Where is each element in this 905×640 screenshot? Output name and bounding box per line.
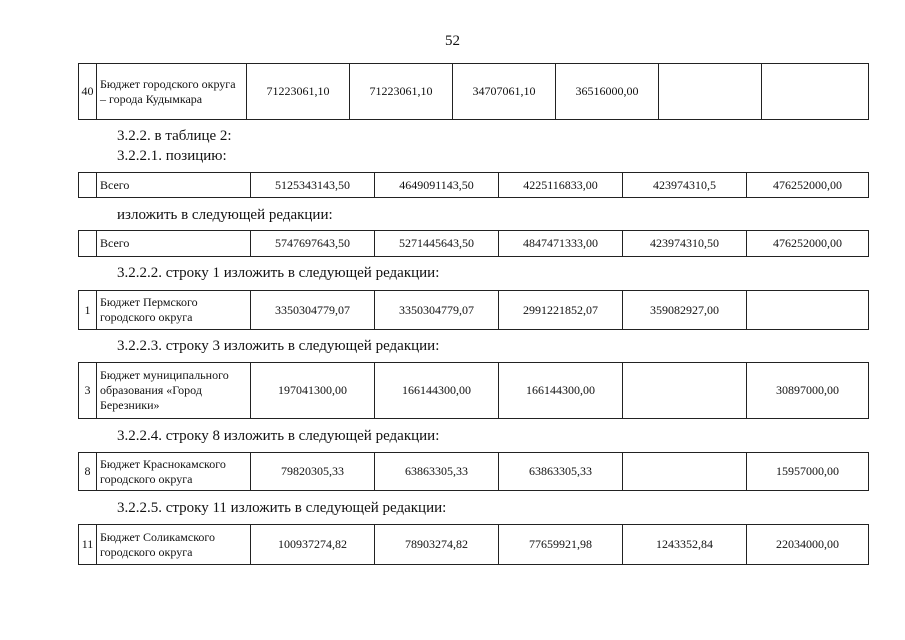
- row-name: Бюджет городского округа – города Кудымкара: [97, 64, 247, 120]
- row-value-2: 78903274,82: [375, 525, 499, 565]
- table-row: [79, 64, 869, 120]
- row-value-5: [747, 291, 869, 330]
- row-value-1: 3350304779,07: [251, 291, 375, 330]
- row-value-3: 77659921,98: [499, 525, 623, 565]
- row-value-3: 166144300,00: [499, 363, 623, 419]
- row-index: 3: [79, 363, 97, 419]
- table-row: [79, 231, 869, 257]
- row-name: Всего: [97, 231, 251, 257]
- row-value-4: [623, 453, 747, 491]
- table-row-8: [78, 452, 869, 491]
- table-row: [79, 173, 869, 198]
- row-value-6: [762, 64, 869, 120]
- row-value-4: 423974310,5: [623, 173, 747, 198]
- row-value-4: 1243352,84: [623, 525, 747, 565]
- paragraph-3-2-2-1: 3.2.2.1. позицию:: [117, 148, 227, 164]
- row-name: Всего: [97, 173, 251, 198]
- row-value-3: 63863305,33: [499, 453, 623, 491]
- row-value-1: 5747697643,50: [251, 231, 375, 257]
- row-value-5: 15957000,00: [747, 453, 869, 491]
- table-row-11: [78, 524, 869, 565]
- row-value-2: 4649091143,50: [375, 173, 499, 198]
- paragraph-new-edition: изложить в следующей редакции:: [117, 207, 333, 223]
- row-value-3: 2991221852,07: [499, 291, 623, 330]
- row-value-1: 5125343143,50: [251, 173, 375, 198]
- table-row-1: [78, 290, 869, 330]
- table-total-old: [78, 172, 869, 198]
- row-value-4: 359082927,00: [623, 291, 747, 330]
- row-value-4: 36516000,00: [556, 64, 659, 120]
- row-value-2: 166144300,00: [375, 363, 499, 419]
- row-value-1: 197041300,00: [251, 363, 375, 419]
- row-name: Бюджет Краснокамского городского округа: [97, 453, 251, 491]
- row-value-5: 476252000,00: [747, 231, 869, 257]
- paragraph-3-2-2-2: 3.2.2.2. строку 1 изложить в следующей редакции:: [117, 265, 440, 281]
- row-index: 1: [79, 291, 97, 330]
- row-value-2: 63863305,33: [375, 453, 499, 491]
- row-name: Бюджет Пермского городского округа: [97, 291, 251, 330]
- row-value-1: 71223061,10: [247, 64, 350, 120]
- table-row: [79, 525, 869, 565]
- row-value-1: 79820305,33: [251, 453, 375, 491]
- row-index: 11: [79, 525, 97, 565]
- row-value-5: 30897000,00: [747, 363, 869, 419]
- table-row-3: [78, 362, 869, 419]
- row-value-3: 34707061,10: [453, 64, 556, 120]
- row-value-2: 5271445643,50: [375, 231, 499, 257]
- row-index: [79, 231, 97, 257]
- row-value-3: 4225116833,00: [499, 173, 623, 198]
- row-value-2: 3350304779,07: [375, 291, 499, 330]
- row-value-5: 476252000,00: [747, 173, 869, 198]
- row-value-2: 71223061,10: [350, 64, 453, 120]
- row-value-5: 22034000,00: [747, 525, 869, 565]
- paragraph-3-2-2-3: 3.2.2.3. строку 3 изложить в следующей редакции:: [117, 338, 440, 354]
- row-value-5: [659, 64, 762, 120]
- row-value-3: 4847471333,00: [499, 231, 623, 257]
- row-index: [79, 173, 97, 198]
- table-row: [79, 453, 869, 491]
- table-total-new: [78, 230, 869, 257]
- table-row-40: [78, 63, 869, 120]
- row-index: 40: [79, 64, 97, 120]
- row-name: Бюджет Соликамского городского округа: [97, 525, 251, 565]
- row-name: Бюджет муниципального образования «Город Березники»: [97, 363, 251, 419]
- row-index: 8: [79, 453, 97, 491]
- paragraph-3-2-2: 3.2.2. в таблице 2:: [117, 128, 232, 144]
- paragraph-3-2-2-5: 3.2.2.5. строку 11 изложить в следующей редакции:: [117, 500, 447, 516]
- row-value-4: 423974310,50: [623, 231, 747, 257]
- row-value-1: 100937274,82: [251, 525, 375, 565]
- page-number: 52: [445, 33, 460, 49]
- paragraph-3-2-2-4: 3.2.2.4. строку 8 изложить в следующей редакции:: [117, 428, 440, 444]
- row-value-4: [623, 363, 747, 419]
- table-row: [79, 363, 869, 419]
- table-row: [79, 291, 869, 330]
